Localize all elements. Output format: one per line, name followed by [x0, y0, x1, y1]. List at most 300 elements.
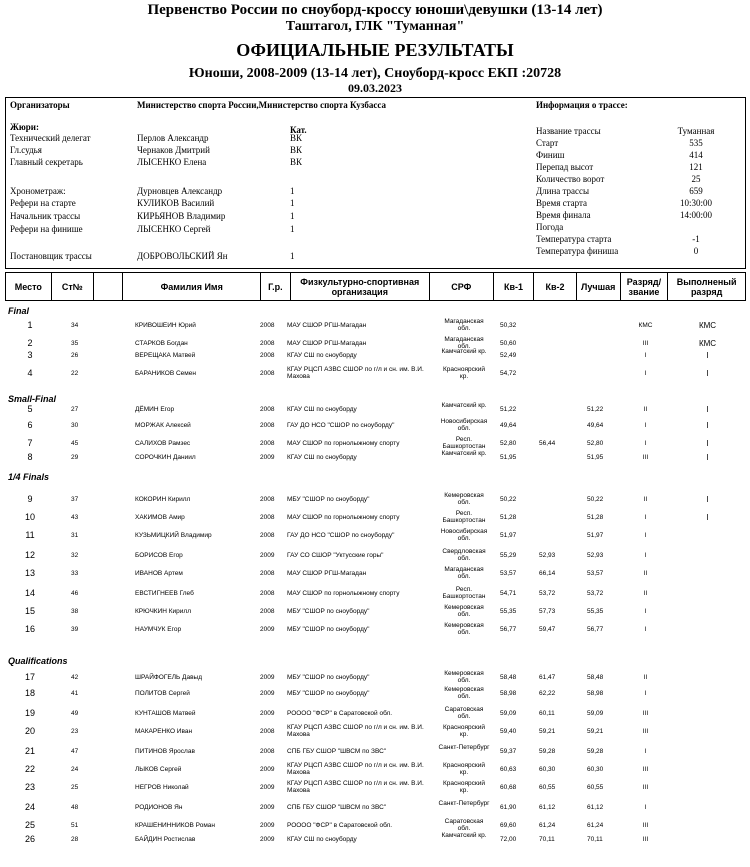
section-title: Final — [8, 306, 30, 316]
col-best: Лучшая — [576, 273, 620, 301]
cell-name: КУЗЬМИЦКИЙ Владимир — [135, 532, 212, 539]
cell-name: ИВАНОВ Артем — [135, 570, 183, 577]
cell-year: 2009 — [260, 822, 275, 829]
cell-region: Санкт-Петербург — [438, 744, 490, 751]
track-param-value: 535 — [689, 138, 703, 148]
cell-place: 26 — [24, 834, 35, 844]
official-name: Дурновцев Александр — [137, 186, 223, 196]
cell-rank: III — [642, 836, 649, 843]
cell-bib: 43 — [71, 514, 79, 521]
cell-name: ЕВСТИГНЕЕВ Глеб — [135, 590, 194, 597]
cell-best: 61,12 — [587, 804, 604, 811]
cell-year: 2008 — [260, 422, 275, 429]
cell-q2: 57,73 — [539, 608, 556, 615]
category-label: Кат. — [290, 125, 307, 135]
cell-name: САЛИХОВ Рамзес — [135, 440, 191, 447]
competition-subtitle: Юноши, 2008-2009 (13-14 лет), Сноуборд-кросс ЕКП :20728 — [188, 66, 562, 81]
cell-org: МБУ "СШОР по сноуборду" — [287, 626, 370, 633]
cell-rank: КМС — [638, 322, 653, 329]
cell-q1: 50,32 — [500, 322, 517, 329]
col-year: Г.р. — [261, 273, 291, 301]
cell-place: 5 — [27, 404, 33, 414]
track-param-label: Температура финиша — [536, 246, 619, 256]
section-title: Qualifications — [8, 656, 68, 666]
cell-year: 2009 — [260, 626, 275, 633]
cell-bib: 30 — [71, 422, 79, 429]
cell-name: КОКОРИН Кирилл — [135, 496, 191, 503]
cell-q1: 55,29 — [500, 552, 517, 559]
cell-q1: 51,28 — [500, 514, 517, 521]
cell-name: БОРИСОВ Егор — [135, 552, 183, 559]
official-role: Хронометраж: — [10, 186, 66, 196]
cell-place: 16 — [24, 624, 35, 634]
track-info-label: Информация о трассе: — [536, 100, 628, 110]
cell-rank: I — [644, 514, 647, 521]
cell-q1: 55,35 — [500, 608, 517, 615]
jury-role: Гл.судья — [10, 145, 42, 155]
cell-rank: I — [644, 352, 647, 359]
cell-q2: 61,12 — [539, 804, 556, 811]
cell-region: Новосибирская обл. — [440, 528, 488, 542]
cell-org: МАУ СШОР РГШ-Магадан — [287, 340, 367, 347]
cell-year: 2009 — [260, 690, 275, 697]
cell-best: 52,80 — [587, 440, 604, 447]
track-param-value: 25 — [691, 174, 701, 184]
cell-name: ПИТИНОВ Ярослав — [135, 748, 195, 755]
cell-done: I — [706, 453, 709, 462]
cell-q2: 70,11 — [539, 836, 555, 843]
cell-bib: 26 — [71, 352, 79, 359]
cell-year: 2009 — [260, 710, 275, 717]
cell-region: Красноярский кр. — [443, 366, 485, 380]
cell-org: КГАУ СШ по сноуборду — [287, 836, 357, 843]
cell-rank: II — [643, 570, 648, 577]
organizers-label: Организаторы — [10, 100, 70, 110]
cell-done: КМС — [698, 339, 717, 348]
cell-name: ДЁМИН Егор — [135, 406, 175, 413]
col-bib: Ст№ — [51, 273, 94, 301]
col-place: Место — [6, 273, 52, 301]
cell-org: ГАУ СО СШОР "Уктусские горы" — [287, 552, 384, 559]
cell-q1: 56,77 — [500, 626, 517, 633]
cell-q1: 52,49 — [500, 352, 517, 359]
cell-year: 2008 — [260, 590, 275, 597]
jury-role: Главный секретарь — [10, 157, 83, 167]
cell-q1: 50,22 — [500, 496, 517, 503]
cell-bib: 47 — [71, 748, 79, 755]
cell-org: МАУ СШОР по горнолыжному спорту — [287, 514, 400, 521]
cell-best: 52,93 — [587, 552, 604, 559]
cell-bib: 34 — [71, 322, 79, 329]
cell-place: 11 — [25, 530, 35, 540]
official-role: Начальник трассы — [10, 211, 81, 221]
cell-best: 59,09 — [587, 710, 604, 717]
cell-q1: 51,95 — [500, 454, 517, 461]
cell-org: СПБ ГБУ СШОР "ШВСМ по ЗВС" — [287, 804, 387, 811]
cell-rank: II — [643, 406, 648, 413]
cell-region: Саратовская обл. — [444, 706, 484, 720]
info-block — [5, 97, 746, 269]
cell-place: 21 — [24, 746, 35, 756]
cell-region: Магаданская обл. — [444, 318, 484, 332]
cell-bib: 42 — [71, 674, 79, 681]
cell-org: МАУ СШОР по горнолыжному спорту — [287, 440, 400, 447]
cell-place: 1 — [27, 320, 33, 330]
cell-q1: 54,72 — [500, 370, 517, 377]
cell-org: МБУ "СШОР по сноуборду" — [287, 674, 370, 681]
cell-q1: 53,57 — [500, 570, 517, 577]
section-title: 1/4 Finals — [8, 472, 50, 482]
builder-name: ДОБРОВОЛЬСКИЙ Ян — [137, 251, 228, 261]
cell-place: 10 — [24, 512, 35, 522]
cell-org: КГАУ РЦСП АЗВС СШОР по г/л и сн. им. В.И. Махова — [287, 762, 424, 776]
cell-q1: 51,97 — [500, 532, 517, 539]
builder-category: 1 — [290, 251, 295, 261]
cell-best: 55,35 — [587, 608, 604, 615]
cell-done: I — [706, 351, 709, 360]
cell-done: I — [706, 405, 709, 414]
cell-year: 2008 — [260, 532, 275, 539]
cell-q2: 66,14 — [539, 570, 556, 577]
cell-rank: III — [642, 340, 649, 347]
cell-rank: I — [644, 370, 647, 377]
col-rank: Разряд/ звание — [620, 273, 668, 301]
cell-name: КРИВОШЕИН Юрий — [135, 322, 196, 329]
cell-bib: 49 — [71, 710, 79, 717]
cell-place: 24 — [24, 802, 35, 812]
cell-name: КРАШЕНИННИКОВ Роман — [135, 822, 215, 829]
cell-bib: 46 — [71, 590, 79, 597]
cell-q2: 60,30 — [539, 766, 556, 773]
cell-year: 2008 — [260, 514, 275, 521]
track-param-label: Количество ворот — [536, 174, 605, 184]
cell-year: 2008 — [260, 496, 275, 503]
cell-rank: I — [644, 440, 647, 447]
cell-year: 2008 — [260, 728, 275, 735]
cell-best: 58,48 — [587, 674, 604, 681]
official-category: 1 — [290, 211, 295, 221]
official-name: КУЛИКОВ Василий — [137, 198, 215, 208]
cell-name: СТАРКОВ Богдан — [135, 340, 188, 347]
cell-year: 2008 — [260, 748, 275, 755]
cell-bib: 39 — [71, 626, 79, 633]
track-param-value: Туманная — [677, 126, 715, 136]
cell-region: Кемеровская обл. — [444, 622, 484, 636]
cell-q1: 58,98 — [500, 690, 517, 697]
cell-best: 50,22 — [587, 496, 604, 503]
col-srf: СРФ — [429, 273, 493, 301]
builder-role: Постановщик трассы — [10, 251, 92, 261]
cell-region: Кемеровская обл. — [444, 686, 484, 700]
event-title: Первенство России по сноуборд-кроссу юноши\девушки (13-14 лет) — [147, 2, 603, 18]
cell-rank: I — [644, 626, 647, 633]
cell-place: 18 — [24, 688, 35, 698]
cell-place: 15 — [24, 606, 35, 616]
track-param-label: Старт — [536, 138, 559, 148]
cell-best: 51,95 — [587, 454, 604, 461]
jury-category: ВК — [290, 145, 303, 155]
cell-place: 19 — [24, 708, 35, 718]
cell-best: 60,55 — [587, 784, 604, 791]
cell-org: ГАУ ДО НСО "СШОР по сноуборду" — [287, 422, 395, 429]
jury-role: Технический делегат — [10, 133, 91, 143]
cell-region: Саратовская обл. — [444, 818, 484, 832]
cell-region: Респ. Башкортостан — [442, 436, 486, 450]
cell-rank: III — [642, 710, 649, 717]
cell-place: 3 — [27, 350, 33, 360]
cell-region: Камчатский кр. — [441, 348, 487, 355]
cell-name: КРЮЧКИН Кирилл — [135, 608, 192, 615]
track-param-label: Длина трассы — [536, 186, 590, 196]
cell-place: 7 — [27, 438, 33, 448]
cell-best: 58,98 — [587, 690, 604, 697]
cell-org: КГАУ РЦСП АЗВС СШОР по г/л и сн. им. В.И. Махова — [287, 366, 424, 380]
cell-name: МОРЖАК Алексей — [135, 422, 191, 429]
cell-bib: 31 — [71, 532, 79, 539]
cell-name: ЛЫКОВ Сергей — [135, 766, 182, 773]
cell-done: I — [706, 421, 709, 430]
cell-name: ПОЛИТОВ Сергей — [135, 690, 190, 697]
cell-bib: 45 — [71, 440, 79, 447]
cell-region: Камчатский кр. — [441, 450, 487, 457]
cell-region: Новосибирская обл. — [440, 418, 488, 432]
cell-bib: 32 — [71, 552, 79, 559]
cell-q2: 61,24 — [539, 822, 556, 829]
track-param-label: Финиш — [536, 150, 565, 160]
cell-q1: 69,60 — [500, 822, 517, 829]
organizers-value: Министерство спорта России,Министерство спорта Кузбасса — [137, 100, 386, 110]
cell-org: СПБ ГБУ СШОР "ШВСМ по ЗВС" — [287, 748, 387, 755]
cell-org: КГАУ СШ по сноуборду — [287, 352, 357, 359]
cell-place: 9 — [27, 494, 33, 504]
cell-year: 2009 — [260, 454, 275, 461]
cell-best: 60,30 — [587, 766, 604, 773]
cell-bib: 27 — [71, 406, 79, 413]
col-empty — [94, 273, 123, 301]
cell-place: 14 — [24, 588, 35, 598]
official-role: Рефери на старте — [10, 198, 76, 208]
official-role: Рефери на финише — [10, 224, 83, 234]
cell-rank: I — [644, 608, 647, 615]
cell-place: 8 — [27, 452, 33, 462]
cell-done: I — [706, 495, 709, 504]
cell-year: 2008 — [260, 570, 275, 577]
cell-q1: 60,63 — [500, 766, 517, 773]
track-param-value: 14:00:00 — [679, 210, 712, 220]
official-name: ЛЫСЕНКО Сергей — [137, 224, 211, 234]
cell-q2: 56,44 — [539, 440, 556, 447]
cell-place: 25 — [24, 820, 35, 830]
col-done: Выполненый разряд — [668, 273, 746, 301]
cell-name: МАКАРЕНКО Иван — [135, 728, 193, 735]
cell-q1: 52,80 — [500, 440, 517, 447]
cell-name: НЕГРОВ Николай — [135, 784, 189, 791]
cell-org: МАУ СШОР РГШ-Магадан — [287, 322, 367, 329]
cell-region: Санкт-Петербург — [438, 800, 490, 807]
cell-best: 53,57 — [587, 570, 604, 577]
cell-rank: II — [643, 674, 648, 681]
cell-best: 56,77 — [587, 626, 604, 633]
cell-region: Кемеровская обл. — [444, 492, 484, 506]
cell-best: 51,22 — [587, 406, 604, 413]
cell-year: 2009 — [260, 836, 275, 843]
cell-q1: 61,90 — [500, 804, 517, 811]
cell-org: МБУ "СШОР по сноуборду" — [287, 608, 370, 615]
cell-bib: 48 — [71, 804, 79, 811]
track-param-value: 121 — [689, 162, 703, 172]
official-category: 1 — [290, 186, 295, 196]
cell-rank: I — [644, 804, 647, 811]
cell-year: 2008 — [260, 322, 275, 329]
cell-year: 2008 — [260, 406, 275, 413]
cell-q2: 59,28 — [539, 748, 556, 755]
cell-best: 51,28 — [587, 514, 604, 521]
cell-q1: 49,64 — [500, 422, 517, 429]
cell-bib: 24 — [71, 766, 79, 773]
cell-rank: III — [642, 784, 649, 791]
cell-region: Магаданская обл. — [444, 336, 484, 350]
cell-year: 2008 — [260, 340, 275, 347]
cell-region: Камчатский кр. — [441, 832, 487, 839]
cell-q1: 60,68 — [500, 784, 517, 791]
cell-place: 20 — [24, 726, 35, 736]
cell-q2: 52,93 — [539, 552, 556, 559]
cell-place: 6 — [27, 420, 33, 430]
cell-bib: 25 — [71, 784, 79, 791]
track-param-value: 659 — [689, 186, 703, 196]
cell-year: 2008 — [260, 370, 275, 377]
cell-bib: 51 — [71, 822, 79, 829]
cell-best: 59,21 — [587, 728, 604, 735]
cell-org: МБУ "СШОР по сноуборду" — [287, 496, 370, 503]
official-category: 1 — [290, 198, 295, 208]
cell-bib: 29 — [71, 454, 79, 461]
cell-year: 2008 — [260, 440, 275, 447]
cell-place: 12 — [24, 550, 35, 560]
competition-date: 09.03.2023 — [348, 81, 402, 95]
cell-place: 13 — [24, 568, 35, 578]
cell-year: 2009 — [260, 552, 275, 559]
cell-q1: 50,60 — [500, 340, 517, 347]
cell-best: 70,11 — [587, 836, 603, 843]
cell-bib: 33 — [71, 570, 79, 577]
cell-q2: 60,55 — [539, 784, 556, 791]
cell-place: 17 — [24, 672, 35, 682]
cell-org: РОООО "ФСР" в Саратовской обл. — [287, 822, 393, 829]
cell-region: Камчатский кр. — [441, 402, 487, 409]
cell-q2: 60,11 — [539, 710, 555, 717]
cell-bib: 28 — [71, 836, 79, 843]
page-title: ОФИЦИАЛЬНЫЕ РЕЗУЛЬТАТЫ — [236, 40, 514, 60]
results-header — [5, 272, 746, 301]
cell-org: РОООО "ФСР" в Саратовской обл. — [287, 710, 393, 717]
col-q2: Кв-2 — [534, 273, 576, 301]
track-param-value: -1 — [692, 234, 700, 244]
cell-rank: I — [644, 552, 647, 559]
cell-best: 49,64 — [587, 422, 604, 429]
cell-bib: 41 — [71, 690, 79, 697]
cell-q1: 59,09 — [500, 710, 517, 717]
cell-year: 2009 — [260, 784, 275, 791]
cell-q1: 59,40 — [500, 728, 517, 735]
cell-done: I — [706, 439, 709, 448]
cell-year: 2009 — [260, 804, 275, 811]
cell-rank: I — [644, 690, 647, 697]
cell-name: БАРАНИКОВ Семен — [135, 370, 196, 377]
cell-q2: 59,47 — [539, 626, 556, 633]
cell-org: КГАУ РЦСП АЗВС СШОР по г/л и сн. им. В.И. Махова — [287, 724, 424, 738]
col-name: Фамилия Имя — [123, 273, 261, 301]
cell-name: БАЙДИН Ростислав — [135, 836, 196, 843]
track-param-label: Название трассы — [536, 126, 601, 136]
cell-best: 61,24 — [587, 822, 604, 829]
cell-org: МБУ "СШОР по сноуборду" — [287, 690, 370, 697]
cell-region: Респ. Башкортостан — [442, 586, 486, 600]
cell-year: 2008 — [260, 608, 275, 615]
cell-bib: 35 — [71, 340, 79, 347]
cell-rank: III — [642, 728, 649, 735]
jury-name: Перлов Александр — [137, 133, 209, 143]
cell-q1: 72,00 — [500, 836, 517, 843]
cell-org: МАУ СШОР по горнолыжному спорту — [287, 590, 400, 597]
cell-place: 4 — [27, 368, 33, 378]
cell-name: СОРОЧКИН Даниил — [135, 454, 196, 461]
cell-name: ШРАЙФОГЕЛЬ Давыд — [135, 674, 202, 681]
cell-year: 2009 — [260, 766, 275, 773]
cell-q2: 62,22 — [539, 690, 556, 697]
jury-category: ВК — [290, 157, 303, 167]
jury-name: ЛЫСЕНКО Елена — [137, 157, 207, 167]
track-param-value: 0 — [693, 246, 699, 256]
track-param-label: Перепад высот — [536, 162, 594, 172]
cell-org: КГАУ РЦСП АЗВС СШОР по г/л и сн. им. В.И. Махова — [287, 780, 424, 794]
cell-org: МАУ СШОР РГШ-Магадан — [287, 570, 367, 577]
cell-done: I — [706, 513, 709, 522]
cell-best: 51,97 — [587, 532, 604, 539]
cell-rank: I — [644, 748, 647, 755]
cell-region: Кемеровская обл. — [444, 604, 484, 618]
official-name: КИРЬЯНОВ Владимир — [137, 211, 226, 221]
cell-region: Кемеровская обл. — [444, 670, 484, 684]
cell-rank: II — [643, 496, 648, 503]
cell-done: I — [706, 369, 709, 378]
cell-bib: 23 — [71, 728, 79, 735]
cell-q1: 54,71 — [500, 590, 517, 597]
cell-rank: III — [642, 766, 649, 773]
track-param-label: Погода — [536, 222, 564, 232]
cell-place: 2 — [27, 338, 33, 348]
cell-bib: 22 — [71, 370, 79, 377]
track-param-value: 414 — [689, 150, 703, 160]
event-location: Таштагол, ГЛК "Туманная" — [285, 19, 465, 34]
cell-rank: I — [644, 422, 647, 429]
cell-name: КУНТАШОВ Матвей — [135, 710, 196, 717]
cell-q2: 61,47 — [539, 674, 556, 681]
col-org: Физкультурно-спортивная организация — [290, 273, 429, 301]
cell-region: Красноярский кр. — [443, 762, 485, 776]
track-param-value: 10:30:00 — [679, 198, 712, 208]
official-category: 1 — [290, 224, 295, 234]
cell-place: 23 — [24, 782, 35, 792]
cell-q2: 53,72 — [539, 590, 556, 597]
cell-year: 2009 — [260, 674, 275, 681]
cell-rank: I — [644, 532, 647, 539]
cell-name: РОДИОНОВ Ян — [135, 804, 183, 811]
cell-org: ГАУ ДО НСО "СШОР по сноуборду" — [287, 532, 395, 539]
cell-bib: 37 — [71, 496, 79, 503]
cell-q1: 51,22 — [500, 406, 517, 413]
cell-name: ХАКИМОВ Амир — [135, 514, 185, 521]
